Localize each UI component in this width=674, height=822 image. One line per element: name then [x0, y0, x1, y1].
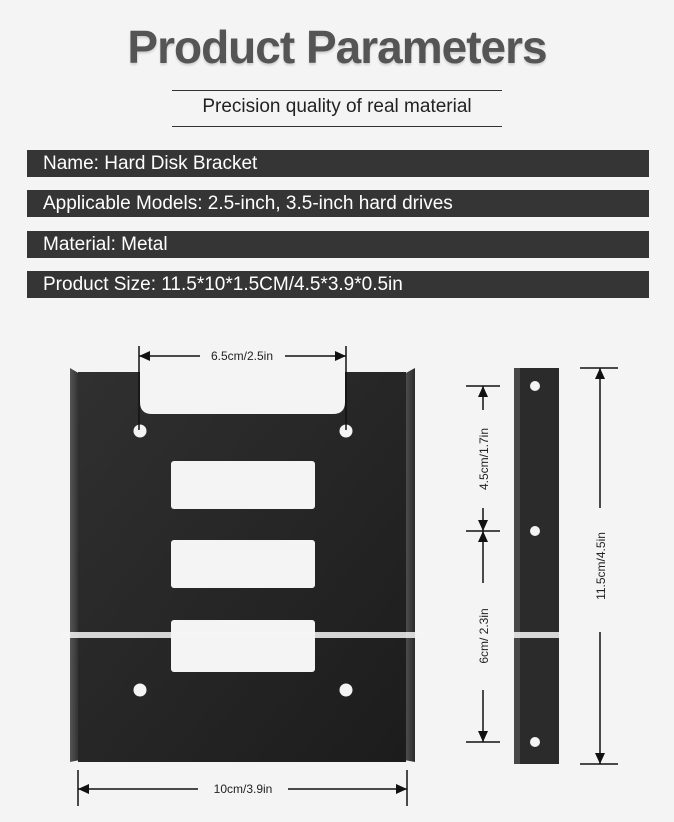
spec-name: Name: Hard Disk Bracket — [27, 150, 649, 177]
spec-applicable-models: Applicable Models: 2.5-inch, 3.5-inch hard drives — [27, 190, 649, 217]
bracket-slot — [171, 620, 315, 672]
bracket-side-view — [514, 368, 559, 764]
screw-hole — [134, 425, 147, 438]
label-lower-hole-spacing: 6cm/ 2.3in — [477, 608, 491, 664]
label-total-length: 11.5cm/4.5in — [594, 532, 608, 600]
screw-hole — [530, 381, 540, 391]
screw-hole — [530, 526, 540, 536]
page-subtitle: Precision quality of real material — [202, 96, 472, 117]
bracket-front-view — [60, 368, 430, 762]
label-top-width: 6.5cm/2.5in — [210, 349, 274, 363]
bracket-slot — [171, 461, 315, 509]
spec-material: Material: Metal — [27, 231, 649, 258]
screw-hole — [530, 737, 540, 747]
screw-hole — [340, 684, 353, 697]
spec-product-size: Product Size: 11.5*10*1.5CM/4.5*3.9*0.5in — [27, 271, 649, 298]
label-bottom-width: 10cm/3.9in — [213, 782, 273, 796]
page-title: Product Parameters — [127, 21, 547, 73]
reflection-streak — [60, 632, 430, 638]
bracket-slot — [171, 540, 315, 588]
screw-hole — [134, 684, 147, 697]
label-upper-hole-spacing: 4.5cm/1.7in — [477, 427, 491, 491]
